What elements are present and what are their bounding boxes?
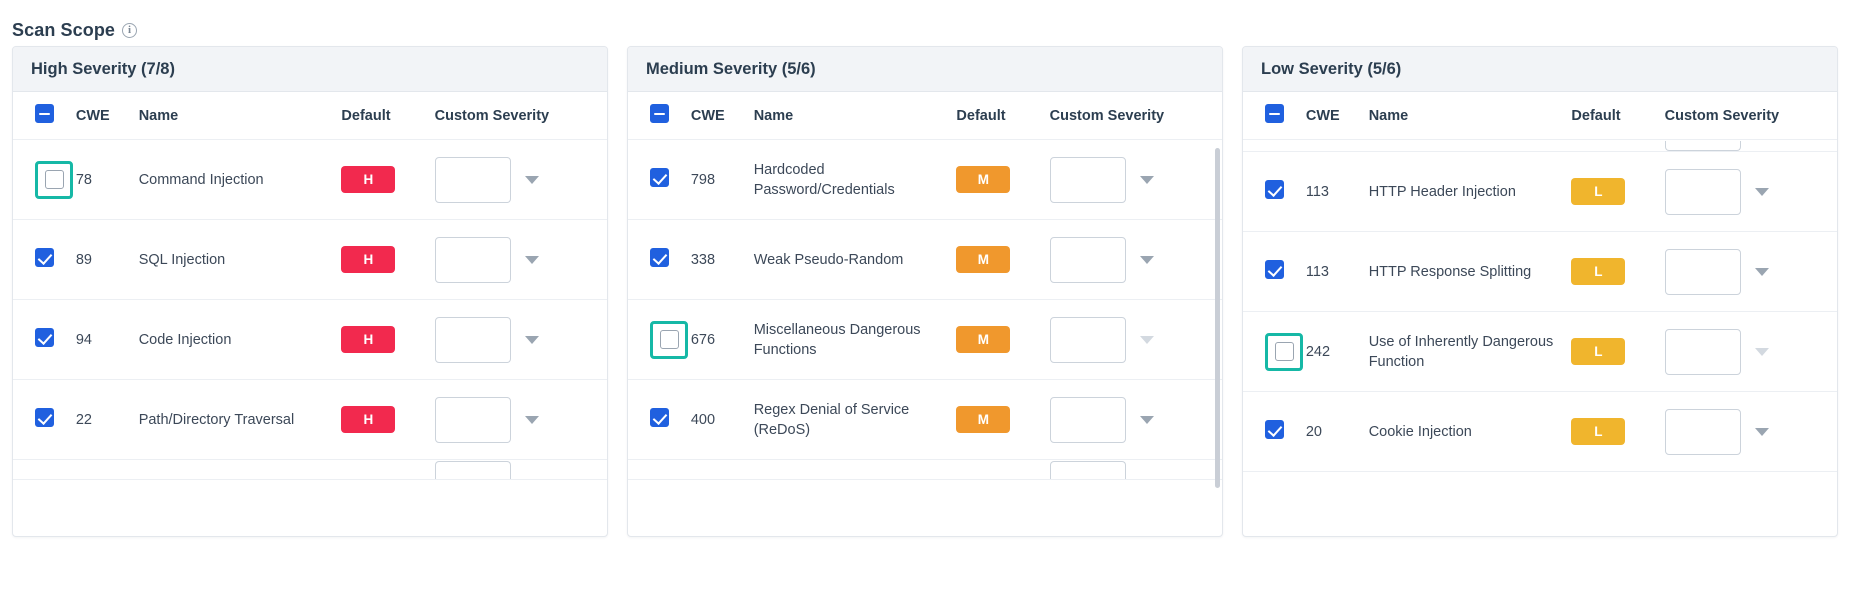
custom-severity-input-partial[interactable]: [1665, 141, 1741, 151]
chevron-down-icon[interactable]: [1140, 416, 1154, 424]
chevron-down-icon[interactable]: [1755, 188, 1769, 196]
row-checkbox-cell: [13, 140, 76, 220]
row-checkbox-focus-ring[interactable]: [35, 161, 73, 199]
custom-severity-select[interactable]: [435, 157, 607, 203]
severity-badge: L: [1571, 418, 1625, 445]
medium-severity-card: [627, 46, 1223, 537]
column-header-cwe: CWE: [76, 92, 139, 140]
row-custom-severity-cell: [1050, 380, 1222, 460]
high-severity-card-title: High Severity (7/8): [13, 47, 607, 92]
custom-severity-select[interactable]: [1665, 249, 1837, 295]
row-checkbox[interactable]: [1265, 420, 1284, 439]
custom-severity-input[interactable]: [435, 397, 511, 443]
table-row[interactable]: [13, 140, 607, 220]
custom-severity-input[interactable]: [1050, 157, 1126, 203]
row-checkbox-cell: [13, 220, 76, 300]
row-custom-severity-cell: [435, 220, 607, 300]
custom-severity-select[interactable]: [435, 237, 607, 283]
row-custom-severity-cell: [1665, 392, 1837, 472]
table-row[interactable]: [13, 300, 607, 380]
table-row[interactable]: [13, 220, 607, 300]
severity-columns: [0, 46, 1858, 537]
row-cwe: 242: [1306, 312, 1369, 392]
chevron-down-icon[interactable]: [525, 176, 539, 184]
row-default-cell: [341, 380, 434, 460]
row-custom-severity-cell: [435, 140, 607, 220]
row-default-cell: [1571, 152, 1664, 232]
table-row[interactable]: [628, 300, 1222, 380]
row-default-cell: [341, 220, 434, 300]
severity-badge: M: [956, 246, 1010, 273]
row-custom-severity-cell: [1665, 152, 1837, 232]
severity-badge: M: [956, 406, 1010, 433]
row-custom-severity-cell: [1665, 312, 1837, 392]
severity-badge: L: [1571, 338, 1625, 365]
severity-badge: H: [341, 166, 395, 193]
row-cwe: 78: [76, 140, 139, 220]
custom-severity-select[interactable]: [1665, 169, 1837, 215]
row-checkbox[interactable]: [650, 168, 669, 187]
table-row-partial[interactable]: [628, 460, 1222, 480]
custom-severity-input[interactable]: [1050, 317, 1126, 363]
table-header-row: [13, 92, 607, 140]
custom-severity-input-partial[interactable]: [1050, 461, 1126, 479]
row-name: Miscellaneous Dangerous Functions: [754, 300, 957, 380]
row-checkbox[interactable]: [650, 408, 669, 427]
row-name: Regex Denial of Service (ReDoS): [754, 380, 957, 460]
chevron-down-icon[interactable]: [525, 256, 539, 264]
row-checkbox-cell: [1243, 232, 1306, 312]
severity-badge: H: [341, 406, 395, 433]
chevron-down-icon[interactable]: [1140, 256, 1154, 264]
chevron-down-icon[interactable]: [525, 416, 539, 424]
column-header-name: Name: [139, 92, 342, 140]
row-checkbox-cell: [1243, 152, 1306, 232]
column-header-default: Default: [956, 92, 1049, 140]
severity-badge: L: [1571, 178, 1625, 205]
table-row[interactable]: [13, 380, 607, 460]
row-default-cell: [1571, 232, 1664, 312]
row-custom-severity-cell: [435, 300, 607, 380]
row-name: HTTP Response Splitting: [1369, 232, 1572, 312]
custom-severity-select[interactable]: [1050, 237, 1222, 283]
row-name: SQL Injection: [139, 220, 342, 300]
row-cwe: 676: [691, 300, 754, 380]
select-all-checkbox[interactable]: [35, 104, 54, 123]
low-severity-table-scroll[interactable]: [1243, 92, 1837, 536]
custom-severity-input[interactable]: [1665, 329, 1741, 375]
high-severity-table-scroll[interactable]: [13, 92, 607, 536]
row-checkbox[interactable]: [660, 330, 679, 349]
row-name: Cookie Injection: [1369, 392, 1572, 472]
row-default-cell: [956, 300, 1049, 380]
low-severity-table: [1243, 92, 1837, 472]
severity-badge: H: [341, 246, 395, 273]
column-header-name: Name: [1369, 92, 1572, 140]
severity-badge: L: [1571, 258, 1625, 285]
row-checkbox[interactable]: [45, 170, 64, 189]
custom-severity-input[interactable]: [1665, 249, 1741, 295]
row-custom-severity-cell: [1050, 140, 1222, 220]
severity-badge: H: [341, 326, 395, 353]
select-all-checkbox[interactable]: [650, 104, 669, 123]
low-severity-card: [1242, 46, 1838, 537]
row-checkbox-cell: [628, 220, 691, 300]
select-all-checkbox[interactable]: [1265, 104, 1284, 123]
scan-scope-header: [0, 0, 1858, 46]
column-header-cwe: CWE: [1306, 92, 1369, 140]
select-all-header-cell: [628, 92, 691, 140]
high-severity-card: [12, 46, 608, 537]
row-cwe: 400: [691, 380, 754, 460]
row-checkbox-cell: [13, 300, 76, 380]
row-cwe: 113: [1306, 152, 1369, 232]
custom-severity-select[interactable]: [1050, 157, 1222, 203]
table-header-row: [1243, 92, 1837, 140]
table-row[interactable]: [628, 220, 1222, 300]
row-checkbox[interactable]: [1275, 342, 1294, 361]
custom-severity-select[interactable]: [1665, 409, 1837, 455]
row-checkbox-cell: [628, 380, 691, 460]
custom-severity-select[interactable]: [1050, 397, 1222, 443]
custom-severity-select[interactable]: [1050, 317, 1222, 363]
custom-severity-input[interactable]: [435, 237, 511, 283]
row-name: Command Injection: [139, 140, 342, 220]
custom-severity-input[interactable]: [435, 157, 511, 203]
medium-severity-table-scroll[interactable]: [628, 92, 1222, 536]
chevron-down-icon[interactable]: [1755, 428, 1769, 436]
row-default-cell: [956, 140, 1049, 220]
column-header-cwe: CWE: [691, 92, 754, 140]
row-custom-severity-cell: [1665, 232, 1837, 312]
row-cwe: 113: [1306, 232, 1369, 312]
custom-severity-input-partial[interactable]: [435, 461, 511, 479]
medium-severity-table: [628, 92, 1222, 480]
custom-severity-input[interactable]: [1665, 409, 1741, 455]
row-cwe: 89: [76, 220, 139, 300]
custom-severity-select[interactable]: [435, 397, 607, 443]
chevron-down-icon: [1140, 336, 1154, 344]
row-name: HTTP Header Injection: [1369, 152, 1572, 232]
row-default-cell: [1571, 312, 1664, 392]
medium-severity-card-title: Medium Severity (5/6): [628, 47, 1222, 92]
severity-badge: M: [956, 326, 1010, 353]
row-custom-severity-cell: [435, 380, 607, 460]
custom-severity-select[interactable]: [435, 317, 607, 363]
table-header-row: [628, 92, 1222, 140]
custom-severity-select[interactable]: [1665, 329, 1837, 375]
select-all-header-cell: [1243, 92, 1306, 140]
row-default-cell: [341, 300, 434, 380]
page-title: Scan Scope: [12, 19, 116, 40]
column-header-custom-severity: Custom Severity: [1665, 92, 1837, 140]
table-row[interactable]: [1243, 232, 1837, 312]
row-checkbox-cell: [1243, 392, 1306, 472]
severity-badge: M: [956, 166, 1010, 193]
row-checkbox-cell: [1243, 312, 1306, 392]
select-all-header-cell: [13, 92, 76, 140]
row-name: Hardcoded Password/Credentials: [754, 140, 957, 220]
high-severity-table: [13, 92, 607, 480]
row-checkbox-focus-ring[interactable]: [1265, 333, 1303, 371]
column-header-name: Name: [754, 92, 957, 140]
row-checkbox[interactable]: [35, 408, 54, 427]
column-header-custom-severity: Custom Severity: [1050, 92, 1222, 140]
table-row[interactable]: [1243, 392, 1837, 472]
column-header-default: Default: [1571, 92, 1664, 140]
vertical-scrollbar[interactable]: [1215, 148, 1220, 488]
chevron-down-icon[interactable]: [1140, 176, 1154, 184]
row-custom-severity-cell: [1050, 220, 1222, 300]
row-name: Use of Inherently Dangerous Function: [1369, 312, 1572, 392]
chevron-down-icon[interactable]: [1755, 268, 1769, 276]
row-checkbox[interactable]: [1265, 180, 1284, 199]
row-checkbox-cell: [628, 300, 691, 380]
row-default-cell: [341, 140, 434, 220]
table-row[interactable]: [1243, 152, 1837, 232]
row-checkbox[interactable]: [1265, 260, 1284, 279]
row-name: Path/Directory Traversal: [139, 380, 342, 460]
custom-severity-input[interactable]: [435, 317, 511, 363]
column-header-default: Default: [341, 92, 434, 140]
table-row[interactable]: [628, 140, 1222, 220]
table-row-partial-top[interactable]: [1243, 140, 1837, 152]
custom-severity-input[interactable]: [1050, 397, 1126, 443]
row-checkbox[interactable]: [650, 248, 669, 267]
row-checkbox-focus-ring[interactable]: [650, 321, 688, 359]
row-cwe: 20: [1306, 392, 1369, 472]
column-header-custom-severity: Custom Severity: [435, 92, 607, 140]
row-cwe: 798: [691, 140, 754, 220]
info-icon[interactable]: i: [122, 23, 137, 38]
row-cwe: 94: [76, 300, 139, 380]
row-checkbox-cell: [13, 380, 76, 460]
row-checkbox-cell: [628, 140, 691, 220]
row-name: Weak Pseudo-Random: [754, 220, 957, 300]
row-checkbox[interactable]: [35, 328, 54, 347]
row-cwe: 338: [691, 220, 754, 300]
row-name: Code Injection: [139, 300, 342, 380]
row-default-cell: [956, 380, 1049, 460]
table-row[interactable]: [628, 380, 1222, 460]
row-cwe: 22: [76, 380, 139, 460]
table-row-partial[interactable]: [13, 460, 607, 480]
low-severity-card-title: Low Severity (5/6): [1243, 47, 1837, 92]
chevron-down-icon: [1755, 348, 1769, 356]
row-checkbox[interactable]: [35, 248, 54, 267]
row-custom-severity-cell: [1050, 300, 1222, 380]
chevron-down-icon[interactable]: [525, 336, 539, 344]
row-default-cell: [1571, 392, 1664, 472]
table-row[interactable]: [1243, 312, 1837, 392]
custom-severity-input[interactable]: [1050, 237, 1126, 283]
row-default-cell: [956, 220, 1049, 300]
custom-severity-input[interactable]: [1665, 169, 1741, 215]
